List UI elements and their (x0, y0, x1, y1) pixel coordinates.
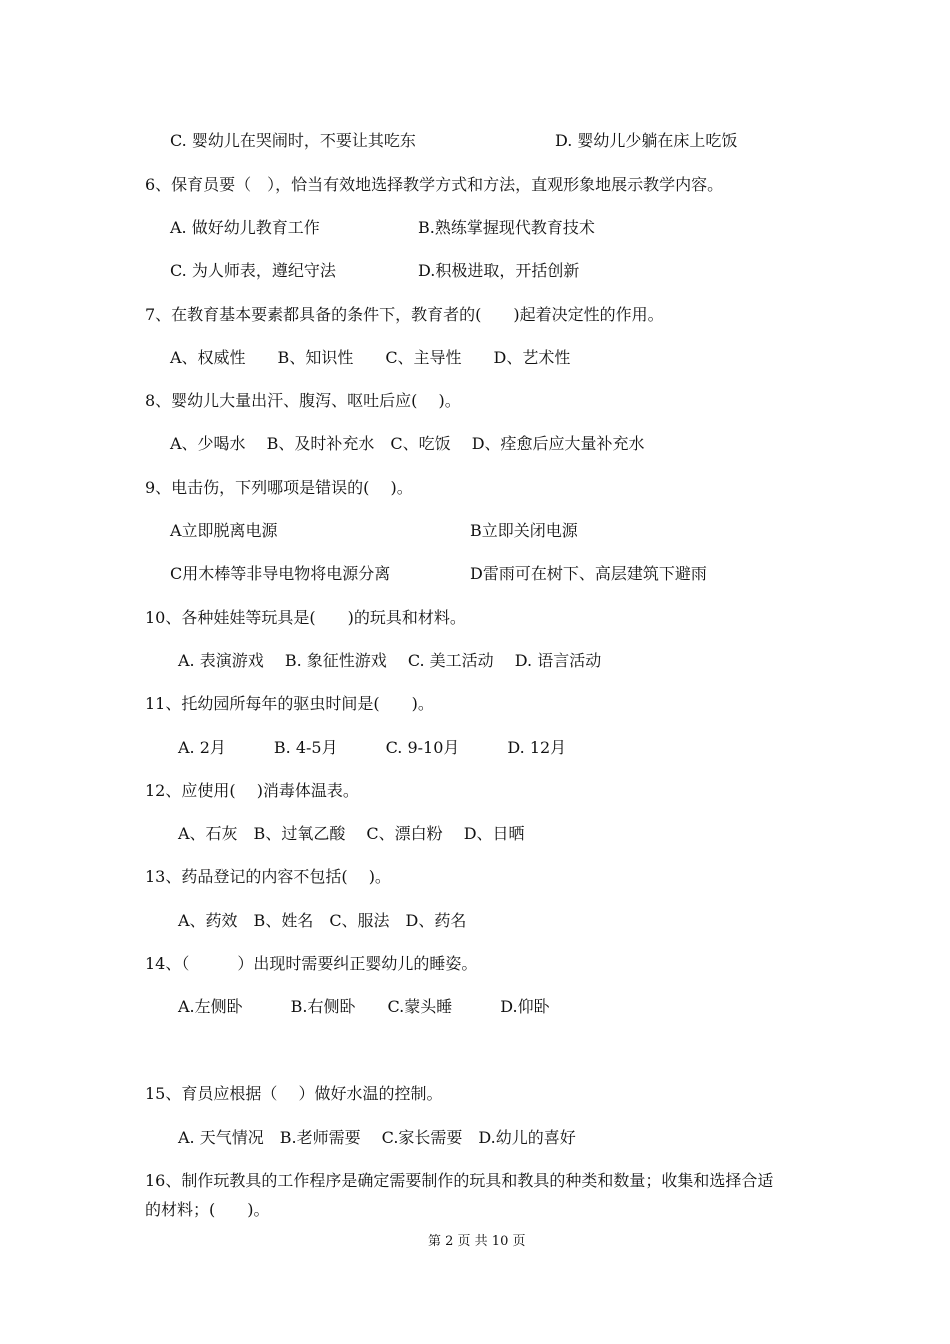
question-8: 8、婴幼儿大量出汗、腹泻、呕吐后应( )。 (145, 391, 461, 410)
q9-option-a: A立即脱离电源 (170, 521, 278, 540)
q6-option-d: D.积极进取，开括创新 (418, 261, 580, 280)
question-16-line-2: 的材料；( )。 (145, 1200, 270, 1219)
q10-options: A. 表演游戏 B. 象征性游戏 C. 美工活动 D. 语言活动 (178, 651, 602, 670)
question-11: 11、托幼园所每年的驱虫时间是( )。 (145, 694, 434, 713)
question-14: 14、（ ）出现时需要纠正婴幼儿的睡姿。 (145, 954, 478, 973)
q9-option-c: C用木棒等非导电物将电源分离 (170, 564, 391, 583)
q9-option-b: B立即关闭电源 (470, 521, 578, 540)
q9-option-d: D雷雨可在树下、高层建筑下避雨 (470, 564, 707, 583)
question-9: 9、电击伤，下列哪项是错误的( )。 (145, 478, 413, 497)
question-15: 15、育员应根据（ ）做好水温的控制。 (145, 1084, 443, 1103)
q13-options: A、药效 B、姓名 C、服法 D、药名 (178, 911, 467, 930)
page-footer: 第 2 页 共 10 页 (428, 1234, 526, 1249)
question-16-line-1: 16、制作玩教具的工作程序是确定需要制作的玩具和教具的种类和数量；收集和选择合适 (145, 1171, 774, 1190)
q8-options: A、少喝水 B、及时补充水 C、吃饭 D、痊愈后应大量补充水 (170, 434, 645, 453)
question-12: 12、应使用( )消毒体温表。 (145, 781, 359, 800)
q5-option-d: D. 婴幼儿少躺在床上吃饭 (555, 131, 738, 150)
question-7: 7、在教育基本要素都具备的条件下，教育者的( )起着决定性的作用。 (145, 305, 664, 324)
q6-option-c: C. 为人师表，遵纪守法 (170, 261, 336, 280)
q5-option-c: C. 婴幼儿在哭闹时，不要让其吃东 (170, 131, 416, 150)
q11-options: A. 2月 B. 4-5月 C. 9-10月 D. 12月 (178, 738, 567, 757)
question-6: 6、保育员要（ ），恰当有效地选择教学方式和方法，直观形象地展示教学内容。 (145, 175, 724, 194)
q15-options: A. 天气情况 B.老师需要 C.家长需要 D.幼儿的喜好 (178, 1128, 576, 1147)
q14-options: A.左侧卧 B.右侧卧 C.蒙头睡 D.仰卧 (178, 997, 550, 1016)
q7-options: A、权威性 B、知识性 C、主导性 D、艺术性 (170, 348, 571, 367)
q6-option-a: A. 做好幼儿教育工作 (170, 218, 320, 237)
question-13: 13、药品登记的内容不包括( )。 (145, 867, 391, 886)
q12-options: A、石灰 B、过氧乙酸 C、漂白粉 D、日晒 (178, 824, 525, 843)
q6-option-b: B.熟练掌握现代教育技术 (418, 218, 595, 237)
question-10: 10、各种娃娃等玩具是( )的玩具和材料。 (145, 608, 466, 627)
